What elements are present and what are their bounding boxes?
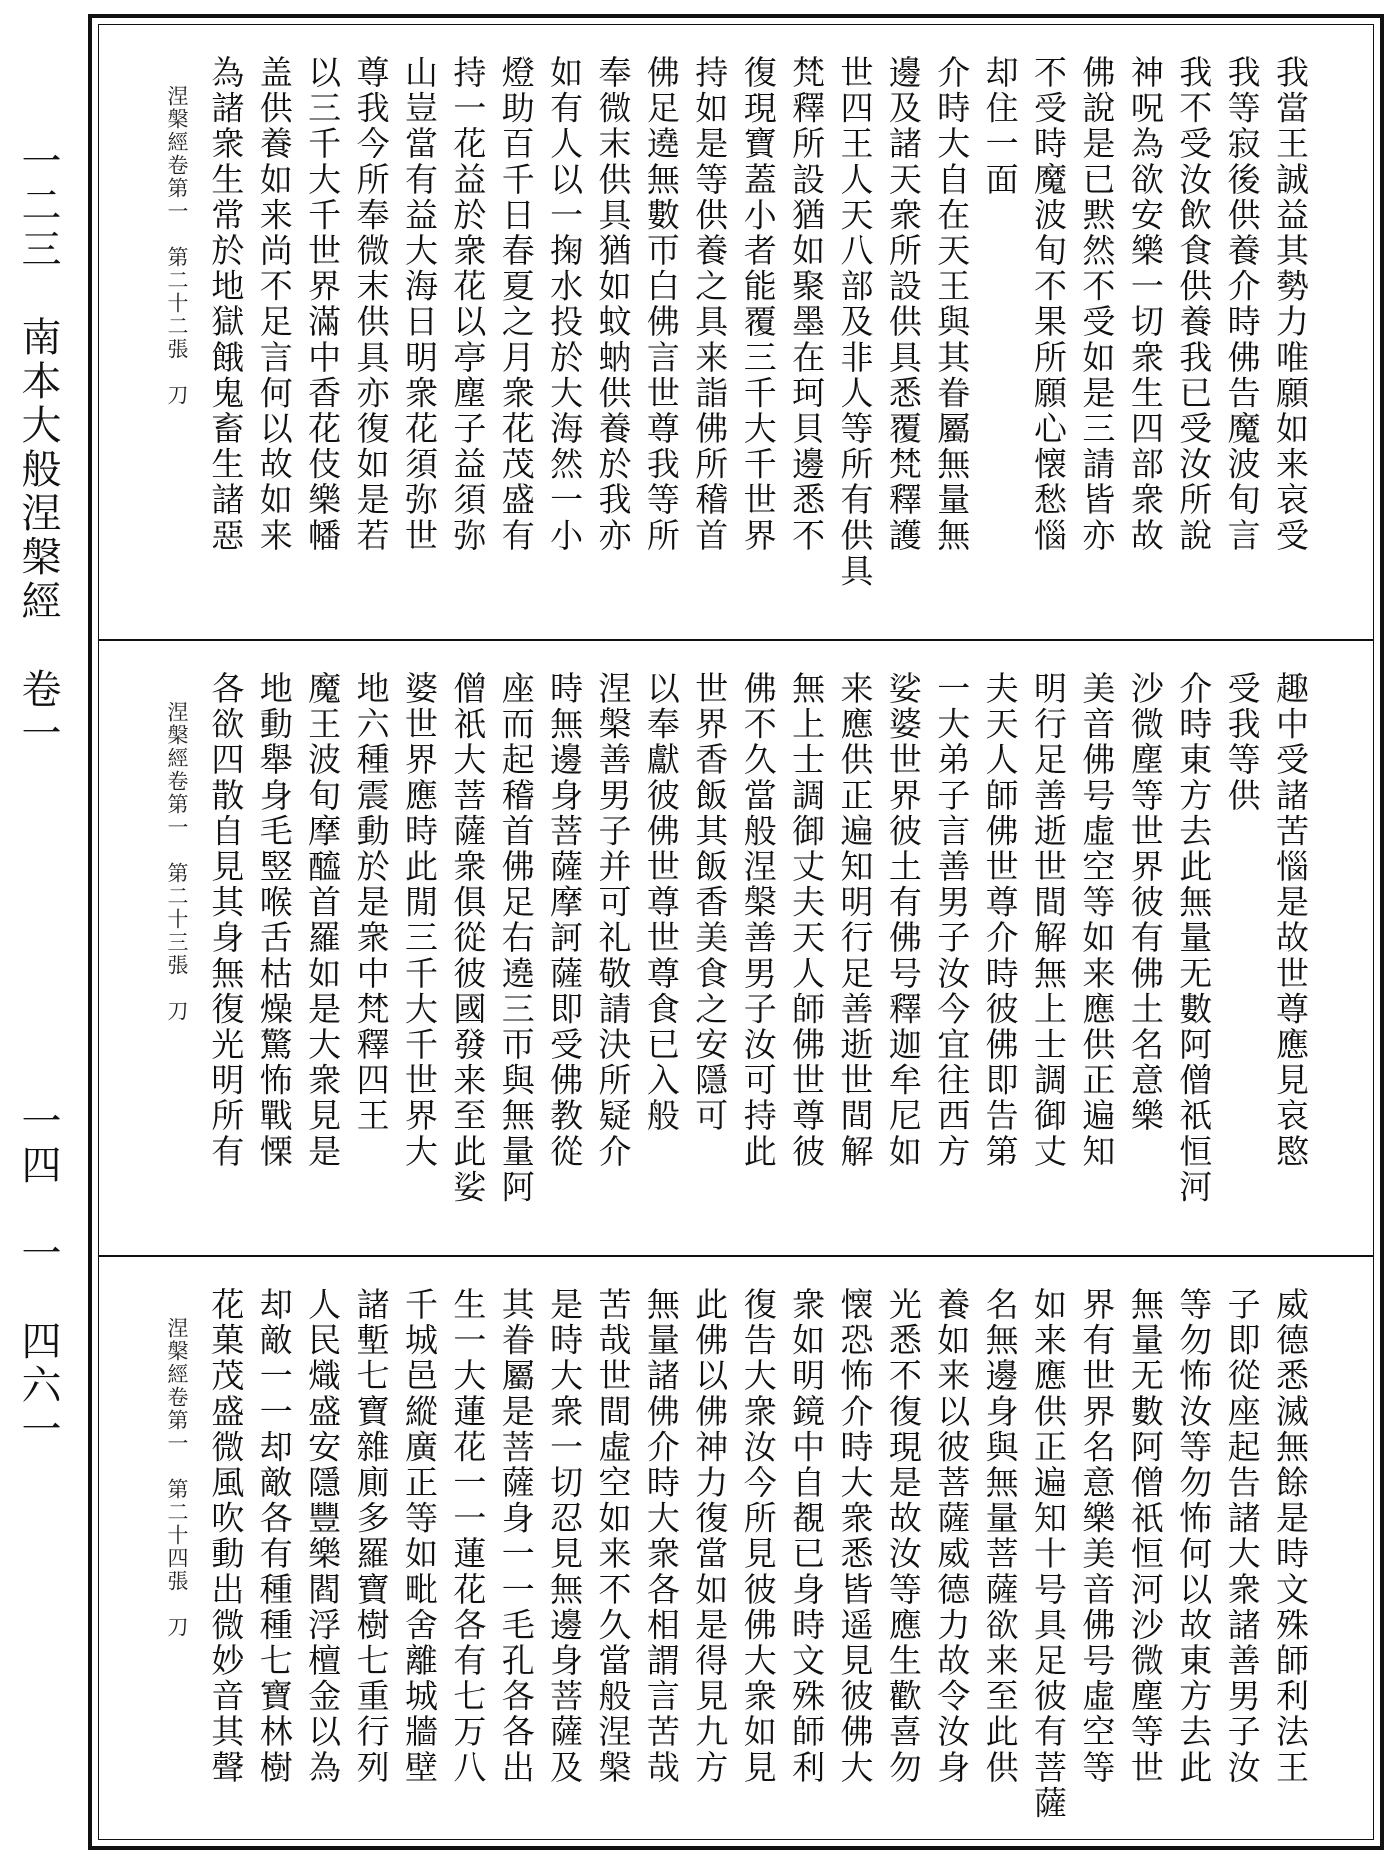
text-column: 各欲四散自見其身無復光明所有 — [206, 671, 246, 1170]
text-column: 千城邑縱廣正等如毗舍離城牆壁 — [399, 1287, 439, 1786]
panel-2-columns — [154, 671, 1313, 1235]
text-column: 復現寶蓋小者能覆三千大千世界 — [738, 55, 778, 554]
text-column: 持一花益於衆花以亭塵子益須弥 — [448, 55, 488, 554]
text-column: 如有人以一掬水投於大海然一小 — [545, 55, 585, 554]
text-column: 是時大衆一切忍見無邊身菩薩及 — [545, 1287, 585, 1786]
page-frame-inner — [98, 24, 1374, 1840]
text-column: 苦哉世間虛空如来不久當般涅槃 — [593, 1287, 633, 1786]
text-column: 此佛以佛神力復當如是得見九方 — [690, 1287, 730, 1786]
text-column: 一大弟子言善男子汝今宜往西方 — [932, 671, 972, 1170]
text-column: 佛不久當般涅槃善男子汝可持此 — [738, 671, 778, 1170]
page-margin — [0, 0, 75, 1865]
text-column: 座而起稽首佛足右遶三帀與無量阿 — [496, 671, 536, 1205]
text-column: 復告大衆汝今所見彼佛大衆如見 — [738, 1287, 778, 1786]
text-column: 沙微塵等世界彼有佛土名意樂 — [1125, 671, 1165, 1134]
text-column: 却敵一一却敵各有種種七寶林樹 — [254, 1287, 294, 1786]
text-column: 以三千大千世界滿中香花伎樂幡 — [303, 55, 343, 554]
text-column: 養如来以彼菩薩威德力故令汝身 — [932, 1287, 972, 1786]
text-column: 衆如明鏡中自覩已身時文殊師利 — [787, 1287, 827, 1786]
text-column: 名無邊身與無量菩薩欲来至此供 — [980, 1287, 1020, 1786]
text-column: 無上士調御丈夫天人師佛世尊彼 — [787, 671, 827, 1170]
text-column: 介時東方去此無量无數阿僧祇恒河 — [1174, 671, 1214, 1205]
text-column: 無量无數阿僧祇恒河沙微塵等世 — [1125, 1287, 1165, 1786]
text-column: 趣中受諸苦惱是故世尊應見哀愍 — [1270, 671, 1310, 1170]
text-column: 界有世界名意樂美音佛号虛空等 — [1077, 1287, 1117, 1786]
panel-1-columns — [154, 55, 1313, 619]
text-column: 其眷屬是菩薩身一一毛孔各各出 — [496, 1287, 536, 1786]
text-column: 魔王波旬摩醯首羅如是大衆見是 — [303, 671, 343, 1170]
panel-3-columns — [154, 1287, 1313, 1829]
text-column: 美音佛号虛空等如来應供正遍知 — [1077, 671, 1117, 1170]
text-column: 婆世界應時此閒三千大千世界大 — [399, 671, 439, 1170]
text-column: 持如是等供養之具来詣佛所稽首 — [690, 55, 730, 554]
text-column: 燈助百千日春夏之月衆花茂盛有 — [496, 55, 536, 554]
text-column: 盖供養如来尚不足言何以故如来 — [254, 55, 294, 554]
text-column: 花菓茂盛微風吹動出微妙音其聲 — [206, 1287, 246, 1786]
text-column: 佛說是已黙然不受如是三請皆亦 — [1077, 55, 1117, 554]
text-column: 地六種震動於是衆中梵釋四王 — [351, 671, 391, 1134]
text-column: 神呪為欲安樂一切衆生四部衆故 — [1125, 55, 1165, 554]
text-column: 我等寂後供養介時佛告魔波旬言 — [1222, 55, 1262, 554]
text-panel-1 — [99, 25, 1373, 639]
text-column: 威德悉滅無餘是時文殊師利法王 — [1270, 1287, 1310, 1786]
text-column: 生一大蓮花一一蓮花各有七万八 — [448, 1287, 488, 1786]
text-column: 諸塹七寶雜廁多羅寶樹七重行列 — [351, 1287, 391, 1786]
text-column: 人民熾盛安隱豐樂閻浮檀金以為 — [303, 1287, 343, 1786]
text-column: 奉微末供具猶如蚊蚋供養於我亦 — [593, 55, 633, 554]
text-column: 邊及諸天衆所設供具悉覆梵釋護 — [883, 55, 923, 554]
sheet-note: 涅槃經卷第一 第二十四張 刀 — [165, 1317, 189, 1639]
text-column: 懐恐怖介時大衆悉皆遥見彼佛大 — [835, 1287, 875, 1786]
text-column: 尊我今所奉微末供具亦復如是若 — [351, 55, 391, 554]
text-column: 我不受汝飲食供養我已受汝所說 — [1174, 55, 1214, 554]
text-column: 山豈當有益大海日明衆花須弥世 — [399, 55, 439, 554]
text-column: 来應供正遍知明行足善逝世間解 — [835, 671, 875, 1170]
text-panel-2 — [99, 641, 1373, 1255]
text-column: 世界香飯其飯香美食之安隱可 — [690, 671, 730, 1134]
text-column: 如来應供正遍知十号具足彼有菩薩 — [1029, 1287, 1069, 1821]
text-column: 世四王人天八部及非人等所有供具 — [835, 55, 875, 589]
text-column: 夫天人師佛世尊介時彼佛即告第 — [980, 671, 1020, 1170]
text-column: 為諸衆生常於地獄餓鬼畜生諸惡 — [206, 55, 246, 554]
text-column: 涅槃善男子并可礼敬請決所疑介 — [593, 671, 633, 1170]
text-column: 梵釋所設猶如聚墨在珂貝邊悉不 — [787, 55, 827, 554]
text-column: 光悉不復現是故汝等應生歡喜勿 — [883, 1287, 923, 1786]
text-column: 等勿怖汝等勿怖何以故東方去此 — [1174, 1287, 1214, 1786]
text-column: 佛足遶無數帀白佛言世尊我等所 — [641, 55, 681, 554]
text-column: 明行足善逝世間解無上士調御丈 — [1029, 671, 1069, 1170]
text-column: 僧祇大菩薩衆俱從彼國發来至此娑 — [448, 671, 488, 1205]
text-column: 子即從座起告諸大衆諸善男子汝 — [1222, 1287, 1262, 1786]
text-column: 不受時魔波旬不果所願心懐愁惱 — [1029, 55, 1069, 554]
text-column: 受我等供 — [1222, 671, 1262, 814]
page-frame — [88, 14, 1384, 1850]
text-column: 娑婆世界彼土有佛号釋迦牟尼如 — [883, 671, 923, 1170]
sheet-note: 涅槃經卷第一 第二十三張 刀 — [165, 701, 189, 1023]
sheet-note: 涅槃經卷第一 第二十二張 刀 — [165, 85, 189, 407]
text-column: 無量諸佛介時大衆各相謂言苦哉 — [641, 1287, 681, 1786]
text-column: 却住一面 — [980, 55, 1020, 198]
text-column: 介時大自在天王與其眷屬無量無 — [932, 55, 972, 554]
text-column: 地動舉身毛竪喉舌枯燥驚怖戰慄 — [254, 671, 294, 1170]
margin-page-number: 一四 一 四六一 — [15, 1100, 61, 1452]
text-panel-3 — [99, 1257, 1373, 1849]
text-column: 我當王誠益其勢力唯願如来哀受 — [1270, 55, 1310, 554]
text-column: 以奉獻彼佛世尊世尊食已入般 — [641, 671, 681, 1134]
text-column: 時無邊身菩薩摩訶薩即受佛教從 — [545, 671, 585, 1170]
margin-title: 一二三 南本大般涅槃經 卷一 — [15, 140, 61, 756]
